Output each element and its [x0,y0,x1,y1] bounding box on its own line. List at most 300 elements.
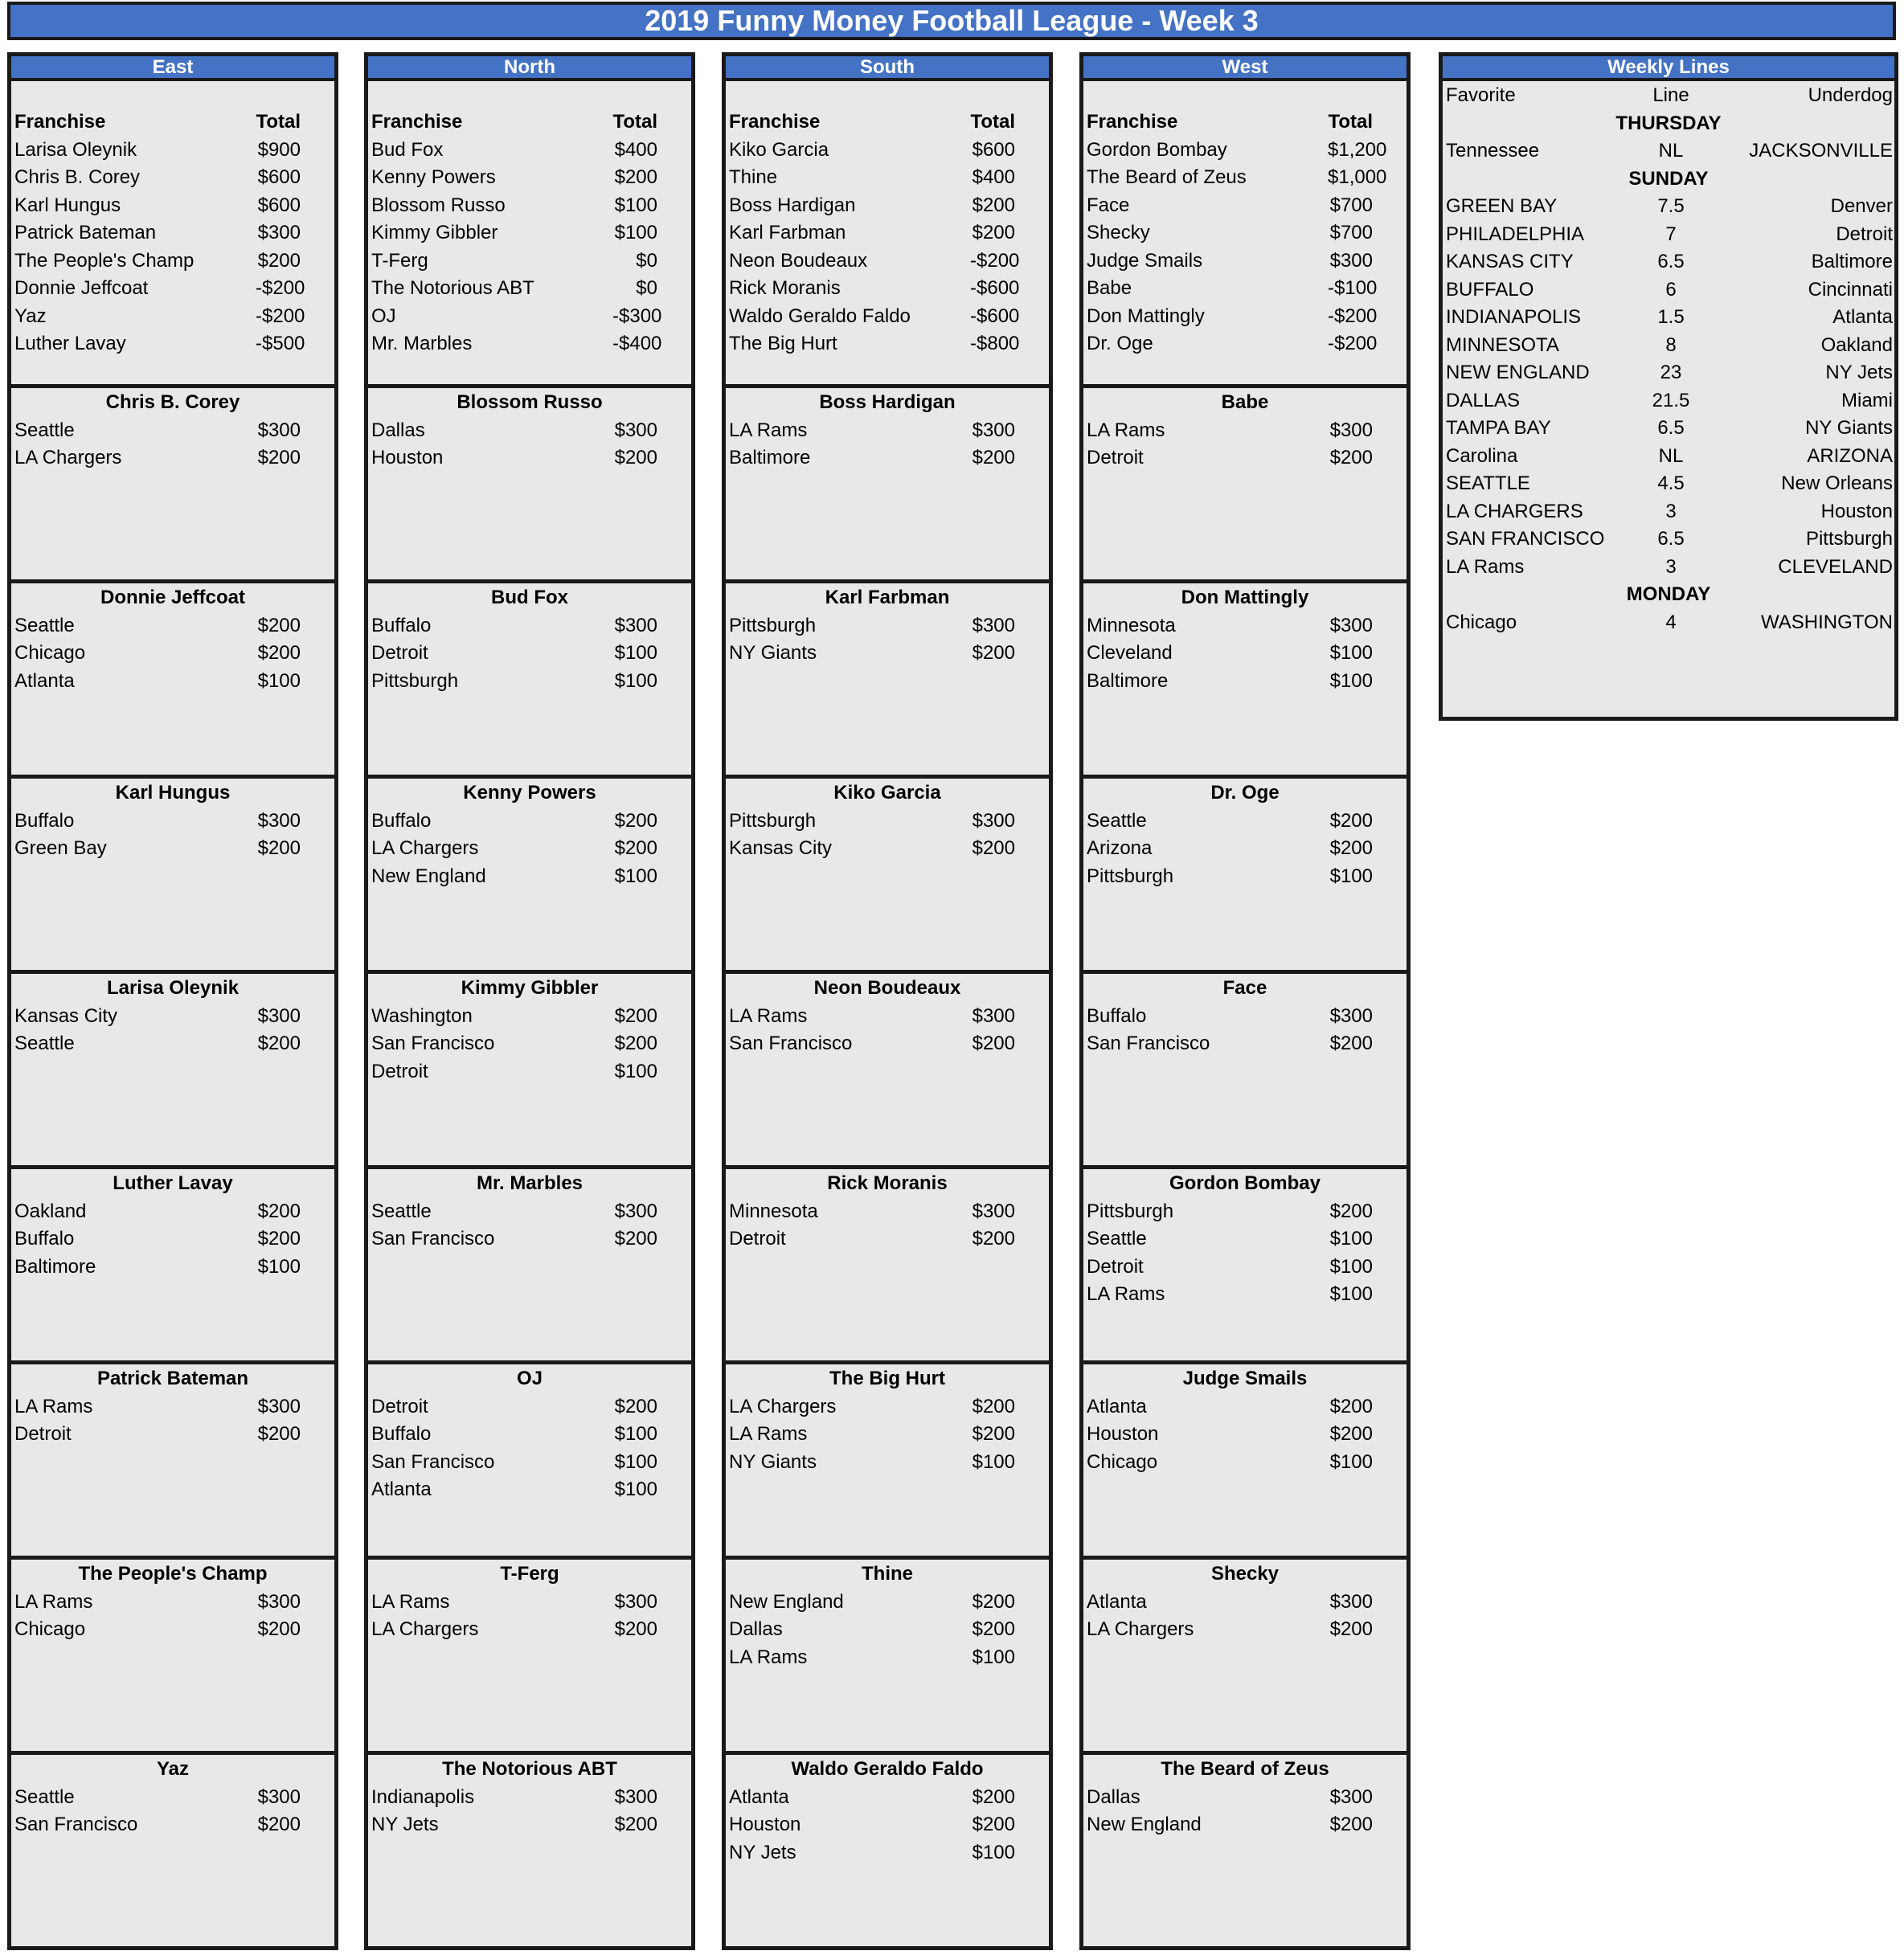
division-header: North [364,52,695,81]
pick-team: Pittsburgh [1087,865,1174,887]
franchise-total: $300 [1329,249,1373,272]
favorite-team: SAN FRANCISCO [1446,528,1605,550]
pick-amount: $200 [1329,1033,1373,1054]
pick-row [1083,1003,1407,1031]
franchise-name: Donnie Jeffcoat [14,277,149,299]
favorite-header: Favorite [1446,84,1516,106]
favorite-team: LA Rams [1446,555,1525,578]
pick-team: Green Bay [14,837,107,859]
franchise-picks-block [7,1169,338,1364]
division-west [1079,52,1411,1953]
franchise-picks-block [722,1364,1053,1560]
franchise-name: OJ [371,305,396,327]
favorite-team: MINNESOTA [1446,333,1559,356]
pick-row [368,1225,691,1254]
pick-row [368,863,691,891]
pick-amount: $100 [972,1450,1015,1473]
favorite-team: LA CHARGERS [1446,500,1583,522]
franchise-owner: Neon Boudeaux [813,977,961,999]
pick-amount: $100 [257,1255,301,1278]
pick-amount: $100 [614,865,657,887]
pick-row [1083,1811,1407,1839]
standings-row [1083,275,1407,303]
pick-row [1083,808,1407,836]
pick-team: New England [1087,1814,1202,1835]
standings-row [368,303,691,331]
pick-team: Dallas [371,419,425,441]
standings-row [726,330,1049,358]
pick-row [726,1811,1049,1839]
franchise-total: -$800 [970,333,1020,354]
pick-row [1083,863,1407,891]
pick-amount: $200 [614,1004,657,1027]
franchise-owner: The Notorious ABT [442,1758,617,1780]
pick-row [11,640,334,668]
franchise-name: Boss Hardigan [729,194,856,216]
pick-team: San Francisco [371,1033,495,1054]
pick-team: LA Rams [729,1646,808,1668]
spread-line: 6.5 [1657,251,1685,272]
spread-line: 4.5 [1657,472,1685,494]
pick-row [368,612,691,640]
franchise-picks-block [7,1755,338,1950]
pick-amount: $200 [972,837,1015,859]
division-standings [364,81,695,388]
pick-team: Detroit [1087,1255,1144,1278]
pick-team: Dallas [729,1618,783,1640]
pick-row [368,1589,691,1617]
franchise-name: Waldo Geraldo Faldo [729,305,911,327]
spread-line: 3 [1665,500,1677,522]
total-header: Total [970,111,1015,133]
pick-row [1083,1254,1407,1282]
division-standings [7,81,338,388]
pick-amount: $200 [614,809,657,832]
pick-amount: $200 [972,1590,1015,1613]
standings-row [11,219,334,247]
spread-line: 8 [1665,333,1677,356]
pick-team: Dallas [1087,1785,1140,1808]
pick-team: San Francisco [371,1228,495,1249]
franchise-name: Blossom Russo [371,194,506,216]
pick-team: Buffalo [371,614,432,636]
spread-line: 21.5 [1652,389,1690,411]
pick-amount: $200 [1329,1814,1373,1835]
franchise-picks-block [1079,388,1411,583]
franchise-owner: Kiko Garcia [833,782,941,804]
pick-amount: $300 [614,614,657,636]
pick-team: Detroit [371,1395,428,1417]
pick-team: San Francisco [14,1814,138,1835]
pick-amount: $200 [1329,447,1373,468]
pick-amount: $200 [614,837,657,859]
favorite-team: TAMPA BAY [1446,417,1551,439]
franchise-picks-block [7,1364,338,1560]
favorite-team: Chicago [1446,611,1517,633]
game-day-label: MONDAY [1626,583,1711,605]
pick-amount: $200 [257,1618,301,1640]
pick-amount: $100 [1329,1450,1373,1473]
pick-row [368,1811,691,1839]
underdog-team: ARIZONA [1807,444,1893,467]
favorite-team: PHILADELPHIA [1446,223,1585,245]
pick-row [726,1393,1049,1421]
franchise-picks-block [1079,583,1411,779]
franchise-header: Franchise [14,111,106,133]
pick-amount: $100 [614,669,657,692]
game-line-row [1443,193,1894,221]
pick-amount: $100 [972,1841,1015,1863]
underdog-team: NY Giants [1805,417,1893,439]
pick-team: Baltimore [729,447,811,468]
franchise-owner: Don Mattingly [1181,587,1309,608]
pick-team: Cleveland [1087,642,1173,664]
division-header: South [722,52,1053,81]
favorite-team: Tennessee [1446,140,1540,162]
favorite-team: BUFFALO [1446,278,1534,301]
standings-row [368,164,691,192]
pick-row [726,1784,1049,1812]
franchise-total: $200 [972,222,1015,243]
standings-row [726,303,1049,331]
pick-row [368,1784,691,1812]
pick-amount: $100 [1329,1228,1373,1249]
franchise-owner: Babe [1221,391,1269,413]
pick-amount: $200 [972,1618,1015,1640]
pick-amount: $100 [1329,642,1373,664]
pick-amount: $200 [972,1423,1015,1445]
pick-amount: $100 [1329,1255,1373,1278]
franchise-owner: OJ [516,1368,543,1389]
franchise-name: Dr. Oge [1087,333,1153,354]
franchise-picks-block [7,779,338,974]
pick-row [11,1254,334,1282]
game-line-row [1443,498,1894,526]
franchise-picks-block [722,1560,1053,1755]
pick-row [368,1616,691,1644]
standings-row [1083,330,1407,358]
spread-line: 1.5 [1657,306,1685,328]
division-header: West [1079,52,1411,81]
pick-amount: $100 [972,1646,1015,1668]
pick-row [11,1421,334,1449]
weekly-lines-body [1439,81,1898,721]
franchise-total: $300 [257,222,301,243]
game-line-row [1443,609,1894,637]
pick-row [1083,1030,1407,1058]
pick-row [11,1393,334,1421]
franchise-total: -$200 [1328,305,1378,327]
pick-amount: $300 [614,1590,657,1613]
pick-row [1083,444,1407,472]
weekly-lines-header: Weekly Lines [1439,52,1898,81]
pick-row [11,612,334,640]
standings-row [1083,137,1407,165]
pick-amount: $200 [257,1033,301,1054]
standings-header-row [11,108,334,137]
pick-row [1083,1449,1407,1477]
standings-row [726,164,1049,192]
underdog-team: Houston [1820,500,1893,522]
franchise-owner: Chris B. Corey [105,391,240,413]
franchise-name: Thine [729,166,778,188]
game-line-row [1443,359,1894,387]
pick-row [368,444,691,472]
pick-amount: $200 [972,447,1015,468]
pick-row [726,1198,1049,1226]
franchise-total: $0 [636,249,657,272]
underdog-team: Cincinnati [1808,278,1893,301]
pick-team: Seattle [1087,1228,1147,1249]
franchise-picks-block [722,388,1053,583]
pick-row [11,835,334,863]
game-day-label: THURSDAY [1615,112,1722,134]
underdog-team: Denver [1830,195,1893,217]
standings-row [726,137,1049,165]
standings-row [1083,164,1407,192]
standings-row [726,275,1049,303]
pick-team: Buffalo [14,1228,75,1249]
spread-line: NL [1658,140,1684,162]
pick-team: Pittsburgh [1087,1200,1174,1222]
franchise-picks-block [364,1755,695,1950]
franchise-total: -$200 [256,305,305,327]
franchise-total: $400 [614,138,657,161]
pick-team: Pittsburgh [729,614,817,636]
pick-team: Seattle [14,614,75,636]
franchise-name: Face [1087,194,1130,216]
franchise-total: $600 [257,166,301,188]
pick-team: Minnesota [729,1200,818,1222]
favorite-team: GREEN BAY [1446,195,1558,217]
pick-amount: $300 [972,614,1015,636]
standings-header-row [1083,108,1407,137]
franchise-name: Patrick Bateman [14,222,157,243]
franchise-name: Karl Hungus [14,194,121,216]
franchise-owner: Karl Hungus [115,782,231,804]
franchise-total: $1,000 [1328,166,1387,188]
pick-team: Houston [729,1814,801,1835]
pick-row [1083,1393,1407,1421]
franchise-picks-block [7,974,338,1169]
franchise-total: -$200 [256,277,305,299]
franchise-picks-block [7,583,338,779]
underdog-team: Atlanta [1832,306,1893,328]
pick-team: Houston [1087,1423,1159,1445]
pick-amount: $300 [614,419,657,441]
underdog-team: WASHINGTON [1760,611,1893,633]
pick-amount: $300 [972,1004,1015,1027]
franchise-total: $200 [257,249,301,272]
pick-amount: $200 [1329,837,1373,859]
pick-amount: $100 [614,642,657,664]
franchise-picks-block [364,1364,695,1560]
game-line-row [1443,554,1894,582]
game-line-row [1443,387,1894,415]
favorite-team: Carolina [1446,444,1518,467]
franchise-owner: Kenny Powers [463,782,596,804]
franchise-picks-block [364,974,695,1169]
pick-row [726,808,1049,836]
franchise-picks-block [1079,1755,1411,1950]
franchise-total: $700 [1329,222,1373,243]
pick-team: Chicago [1087,1450,1158,1473]
pick-row [11,1589,334,1617]
pick-row [11,668,334,696]
game-line-row [1443,526,1894,554]
franchise-total: $600 [257,194,301,216]
pick-row [726,1003,1049,1031]
pick-team: Buffalo [371,1423,432,1445]
franchise-total: -$500 [256,333,305,354]
franchise-name: Chris B. Corey [14,166,141,188]
pick-row [11,1784,334,1812]
underdog-team: NY Jets [1825,362,1893,383]
franchise-name: Judge Smails [1087,249,1203,272]
franchise-picks-block [7,388,338,583]
franchise-total: $1,200 [1328,138,1387,161]
pick-team: LA Chargers [371,837,479,859]
franchise-picks-block [1079,1169,1411,1364]
franchise-name: Larisa Oleynik [14,138,137,161]
pick-amount: $200 [257,1200,301,1222]
standings-row [726,192,1049,220]
franchise-picks-block [364,583,695,779]
pick-row [368,808,691,836]
pick-amount: $300 [257,809,301,832]
pick-team: LA Rams [1087,419,1165,441]
game-line-row [1443,137,1894,166]
pick-row [11,1225,334,1254]
game-line-row [1443,415,1894,443]
pick-amount: $200 [1329,809,1373,832]
franchise-total: $200 [614,166,657,188]
franchise-owner: Bud Fox [491,587,568,608]
franchise-owner: The People's Champ [78,1563,268,1585]
franchise-picks-block [1079,779,1411,974]
franchise-picks-block [1079,1560,1411,1755]
pick-amount: $300 [257,1395,301,1417]
pick-amount: $200 [972,1785,1015,1808]
pick-team: LA Chargers [14,447,122,468]
pick-team: NY Jets [371,1814,439,1835]
franchise-picks-block [722,583,1053,779]
franchise-total: $100 [614,222,657,243]
standings-row [11,192,334,220]
franchise-total: -$400 [612,333,662,354]
spread-line: 23 [1660,362,1682,383]
franchise-picks-block [722,974,1053,1169]
franchise-name: Babe [1087,277,1132,299]
pick-amount: $200 [614,1228,657,1249]
franchise-header: Franchise [1087,111,1178,133]
spread-line: NL [1658,444,1684,467]
pick-team: Oakland [14,1200,87,1222]
pick-team: LA Rams [14,1590,93,1613]
franchise-picks-block [364,388,695,583]
pick-amount: $300 [1329,1004,1373,1027]
pick-amount: $300 [1329,1785,1373,1808]
franchise-name: The Beard of Zeus [1087,166,1247,188]
page-title: 2019 Funny Money Football League - Week 3 [7,2,1896,40]
standings-row [11,247,334,276]
standings-row [1083,219,1407,247]
pick-row [1083,1225,1407,1254]
pick-team: Kansas City [729,837,833,859]
franchise-total: $600 [972,138,1015,161]
pick-amount: $200 [257,1228,301,1249]
franchise-total: $0 [636,277,657,299]
pick-row [1083,1281,1407,1309]
franchise-owner: Rick Moranis [827,1172,948,1194]
franchise-total: $900 [257,138,301,161]
weekly-lines-column-header [1443,82,1894,110]
franchise-owner: Larisa Oleynik [106,977,240,999]
franchise-owner: Yaz [156,1758,190,1780]
franchise-picks-block [364,1560,695,1755]
pick-amount: $200 [972,1228,1015,1249]
franchise-name: The Big Hurt [729,333,837,354]
franchise-picks-block [1079,974,1411,1169]
division-south [722,52,1053,1953]
game-line-row [1443,332,1894,360]
standings-row [368,330,691,358]
pick-row [726,835,1049,863]
franchise-name: Kiko Garcia [729,138,829,161]
pick-row [11,1198,334,1226]
pick-team: LA Rams [14,1395,93,1417]
pick-row [726,640,1049,668]
franchise-name: The Notorious ABT [371,277,534,299]
franchise-owner: Shecky [1210,1563,1280,1585]
game-line-row [1443,304,1894,332]
pick-team: Detroit [371,642,428,664]
franchise-owner: Boss Hardigan [819,391,956,413]
underdog-team: CLEVELAND [1778,555,1893,578]
franchise-owner: Judge Smails [1182,1368,1308,1389]
underdog-team: Pittsburgh [1805,528,1893,550]
pick-amount: $300 [1329,1590,1373,1613]
pick-team: Kansas City [14,1004,118,1027]
pick-team: San Francisco [1087,1033,1210,1054]
pick-team: LA Rams [729,1423,808,1445]
pick-team: NY Giants [729,642,817,664]
division-east [7,52,338,1953]
pick-amount: $300 [257,1004,301,1027]
standings-row [726,247,1049,276]
pick-row [726,1449,1049,1477]
underdog-team: JACKSONVILLE [1749,140,1893,162]
pick-team: San Francisco [729,1033,853,1054]
franchise-owner: Kimmy Gibbler [461,977,599,999]
pick-row [726,1421,1049,1449]
franchise-picks-block [364,779,695,974]
pick-row [1083,1198,1407,1226]
pick-team: NY Giants [729,1450,817,1473]
standings-row [368,247,691,276]
favorite-team: KANSAS CITY [1446,251,1574,272]
franchise-total: $200 [972,194,1015,216]
pick-amount: $200 [257,642,301,664]
franchise-name: Mr. Marbles [371,333,473,354]
pick-amount: $200 [972,1395,1015,1417]
pick-row [1083,668,1407,696]
pick-row [726,612,1049,640]
standings-row [11,164,334,192]
pick-row [11,417,334,445]
franchise-owner: Donnie Jeffcoat [100,587,246,608]
underdog-team: Detroit [1836,223,1893,245]
